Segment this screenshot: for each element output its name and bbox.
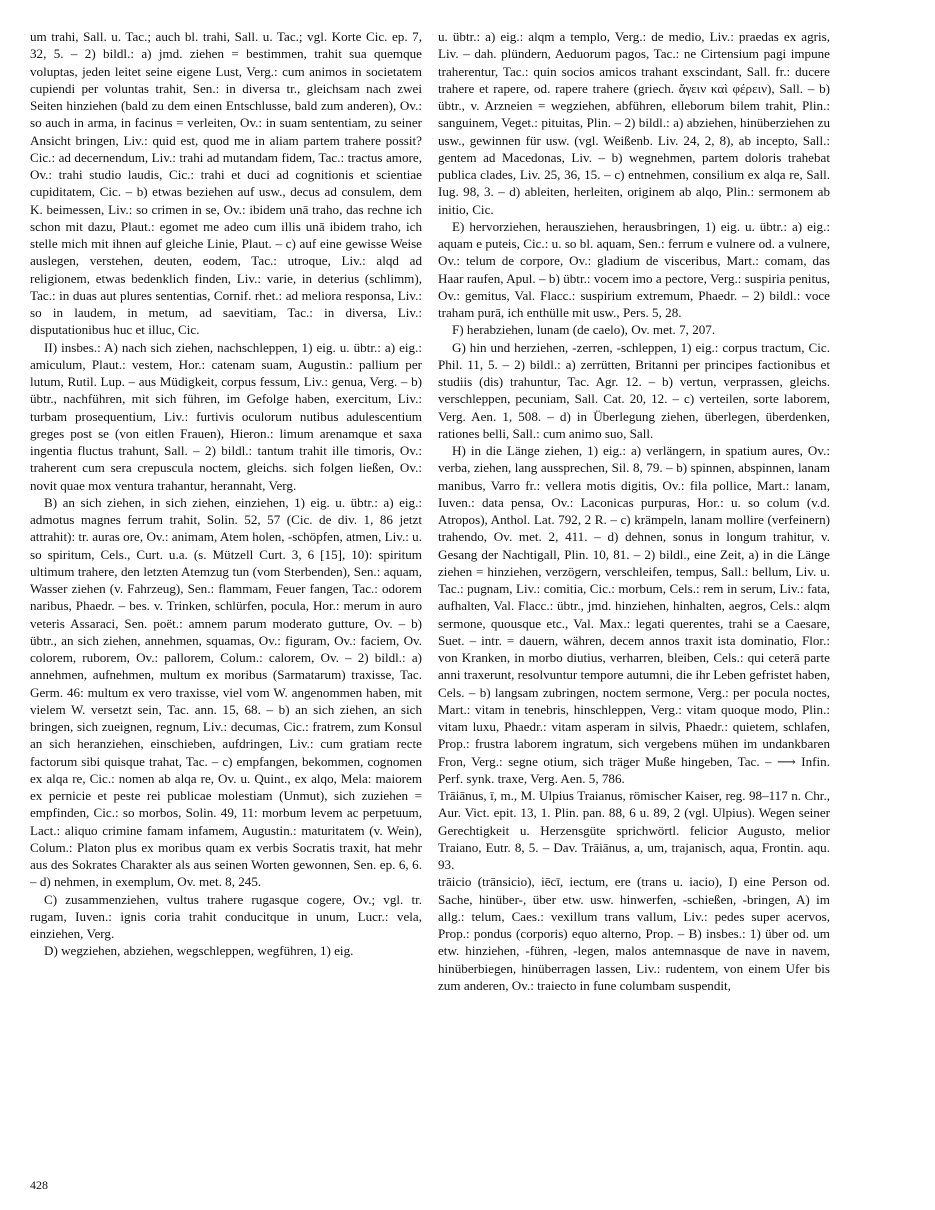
left-column-paragraph: C) zusammenziehen, vultus trahere rugasque cogere, Ov.; vgl. tr. rugam, Iuven.: ignis coria trahit conducitque in unum, Lucr.: vela, einziehen, Verg.	[30, 891, 422, 941]
right-column-paragraph: H) in die Länge ziehen, 1) eig.: a) verlängern, in spatium aures, Ov.: verba, ziehen, lang aussprechen, Sil. 8, 79. – b) spinnen, abspinnen, lanam manibus, Varro fr.: vellera motis digitis, Ov.: fila pollice, Mart.: lanam, Iuven.: data pensa, Ov.: Laconicas purpuras, Hor.: u. so colum (v.d. Atropos), Anthol. Lat. 792, 2 R. – c) krämpeln, lanam mollire (verfeinern) trahendo, Ov. met. 2, 411. – d) dehnen, sonus in longum trahitur, v. Gesang der Nachtigall, Plin. 10, 81. – 2) bildl., eine Zeit, a) in die Länge ziehen = hinziehen, verzögern, verschleifen, tempus, Sall.: bellum, Liv. u. Tac.: pugnam, Liv.: comitia, Cic.: morbum, Cels.: rem in serum, Liv.: fata, aufhalten, Val. Flacc.: übtr., jmd. hinziehen, hinhalten, aegros, Cels.: alqm sermone, quousque etc., Val. Max.: legati querentes, trahi se a Caesare, Suet. – intr. = dauern, währen, decem annos traxit ista dominatio, Flor.: von Kranken, in morbo diutius, verharren, bleiben, Cels.: qui ceterā parte anni traxerunt, resolvuntur tempore autumni, die ihr Leben gefristet haben, Cels. – b) langsam zubringen, noctem sermone, Verg.: per pocula noctes, Mart.: vitam in tenebris, hinschleppen, Verg.: vitam quoque modo, Plin.: vitam luxu, Phaedr.: vitam asperam in silvis, Phaedr.: quietem, schlafen, Prop.: frustra laborem ingratum, sich vergebens mühen im undankbaren Fron, Verg.: segne otium, sich träger Muße hingeben, Tac. – ⟶ Infin. Perf. synk. traxe, Verg. Aen. 5, 786.	[438, 443, 830, 786]
left-column-paragraph: D) wegziehen, abziehen, wegschleppen, wegführen, 1) eig.	[44, 943, 354, 959]
left-column	[30, 28, 422, 1158]
right-column-paragraph: F) herabziehen, lunam (de caelo), Ov. met. 7, 207.	[452, 322, 716, 338]
right-column-paragraph: Trāiānus, ī, m., M. Ulpius Traianus, römischer Kaiser, reg. 98–117 n. Chr., Aur. Vict. epit. 13, 1. Plin. pan. 88, 6 u. 89, 2 (vgl. Ulpius). Wegen seiner Gerechtigkeit u. Herzensgüte sprichwörtl. felicior Augusto, melior Traiano, Eutr. 8, 5. – Dav. Trāiānus, a, um, trajanisch, aqua, Frontin. aqu. 93.	[438, 788, 830, 872]
page-number: 428	[30, 1178, 48, 1192]
right-column-paragraph: E) hervorziehen, herausziehen, herausbringen, 1) eig. u. übtr.: a) eig.: aquam e puteis, Cic.: u. so bl. aquam, Sen.: ferrum e vulnere od. a vulnere, Ov.: telum de corpore, Ov.: gladium de visceribus, Mart.: comam, das Haar raufen, Apul. – b) übtr.: vocem imo a pectore, Verg.: suspiria penitus, Ov.: gemitus, Val. Flacc.: suspirium extremum, Phaedr. – 2) bildl.: voce traham purā, ich enthülle mit usw., Pers. 5, 28.	[438, 218, 830, 320]
left-column-paragraph: II) insbes.: A) nach sich ziehen, nachschleppen, 1) eig. u. übtr.: a) eig.: amiculum, Plaut.: vestem, Hor.: catenam suam, Augustin.: pallium per lutum, Rutil. Lup. – aus Müdigkeit, corpus fessum, Liv.: genua, Verg. – b) übtr., nachführen, mit sich führen, im Gefolge haben, exercitum, Liv.: turbam prosequentium, Liv.: furtivis oculorum nutibus adulescentium greges post se (von eitlen Frauen), Hieron.: limum arenamque et saxa ingentia fluctus trahunt, Sall. – 2) bildl.: tantum trahit ille timoris, Ov.: traherent cum sera crepuscula noctem, gleichs. sich folgen ließen, Ov.: novit quae mox ventura trahantur, herannaht, Verg.	[30, 339, 422, 493]
right-column	[438, 28, 830, 1158]
left-column-paragraph: um trahi, Sall. u. Tac.; auch bl. trahi, Sall. u. Tac.; vgl. Korte Cic. ep. 7, 32, 5. – 2) bildl.: a) jmd. ziehen = bestimmen, trahit sua quemque voluptas, jeden leitet seine eigene Lust, Verg.: cum animos in societatem cupiendi per voluntas trahit, Sen.: in diversa tr., gleichsam nach zwei Seiten hinziehen (bald zu dem einen Entschlusse, bald zum anderen), Ov.: so auch in arma, in facinus = verleiten, Ov.: in suam sententiam, zu seiner Ansicht bringen, Liv.: quid est, quod me in aliam partem trahere possit? Cic.: ad decernendum, Liv.: trahi ad mutandam fidem, Tac.: tractus amore, Ov.: trahi studio laudis, Cic.: trahi et duci ad cognitionis et scientiae cupiditatem, Cic. – b) etwas beziehen auf usw., decus ad consulem, dem K. beimessen, Liv.: so crimen in se, Ov.: ibidem unā traho, das rechne ich schon mit dazu, Plaut.: egomet me adeo cum illis unā ibidem traho, ich stelle mich mit ihnen auf gleiche Linie, Plaut. – c) auf eine gewisse Weise auslegen, verstehen, deuten, eodem, Tac.: utroque, Liv.: alqd ad religionem, etwas bedenklich finden, Liv.: varie, in deterius (schlimm), Tac.: in duas aut plures sententias, Cornif. rhet.: ad meliora responsa, Liv.: so in laudem, in metum, ad saevitiam, Tac.: in diversa, Liv.: disputationibus huc et illuc, Cic.	[30, 29, 422, 338]
right-column-paragraph: G) hin und herziehen, -zerren, -schleppen, 1) eig.: corpus tractum, Cic. Phil. 11, 5. – 2) bildl.: a) zerrütten, Britanni per principes factionibus et studiis (dis) trahuntur, Tac. Agr. 12. – b) vertun, verprassen, gleichs. verschleppen, pecuniam, Sall. Cat. 20, 12. – c) verteilen, sorte laborem, Verg. Aen. 1, 508. – d) in Überlegung ziehen, überlegen, überdenken, rationes belli, Sall.: cum animo suo, Sall.	[438, 339, 830, 441]
right-column-paragraph: trāicio (trānsicio), iēcī, iectum, ere (trans u. iacio), I) eine Person od. Sache, hinüber-, über etw. usw. hinwerfen, -schießen, -bringen, A) im allg.: telum, Caes.: vexillum trans vallum, Liv.: pedes super acervos, Prop.: pondus (corporis) equo alterno, Prop. – B) insbes.: 1) über od. um etw. hinziehen, -führen, -legen, malos antemnasque de nave in navem, hinüberbiegen, hinüberragen lassen, Liv.: rudentem, von einem Ufer bis zum anderen, Ov.: traiecto in fune columbam suspendit,	[438, 874, 830, 993]
right-column-paragraph: u. übtr.: a) eig.: alqm a templo, Verg.: de medio, Liv.: praedas ex agris, Liv. – dah. plündern, Aeduorum pagos, Tac.: ne Cirtensium pagi impune traherentur, Tac.: quin socios amicos trahant exscindant, Sall. fr.: ducere trahere et rapere, od. rapere trahere (griech. ἄγειν καὶ φέρειν), Sall. – b) übtr., v. Arzneien = wegziehen, abführen, elleborum bilem trahit, Plin.: sanguinem, Veget.: pituitas, Plin. – 2) bildl.: a) abziehen, hinüberziehen zu usw., gewinnen für usw. (vgl. Weißenb. Liv. 24, 2, 8), ab incepto, Sall.: gentem ad Macedonas, Liv. – b) wegnehmen, partem doloris trahebat publica clades, Liv. 25, 36, 15. – c) entnehmen, consilium ex alqa re, Sall. Iug. 98, 3. – d) ableiten, herleiten, originem ab alqo, Plin.: sermonem ab initio, Cic.	[438, 29, 830, 217]
left-column-paragraph: B) an sich ziehen, in sich ziehen, einziehen, 1) eig. u. übtr.: a) eig.: admotus magnes ferrum trahit, Solin. 52, 57 (Cic. de div. 1, 86 jetzt attrahit): tr. auras ore, Ov.: animam, Atem holen, -schöpfen, atmen, Liv.: u. so spiritum, Cels., Curt. u.a. (s. Mützell Curt. 3, 6 [15], 10): spiritum ultimum trahere, den letzten Atemzug tun (vom Sterbenden), Sen.: aquam, Wasser ziehen (v. Fahrzeug), Sen.: flammam, Feuer fangen, Tac.: odorem naribus, Phaedr. – bes. v. Trinken, schlürfen, pocula, Hor.: merum in auro veteris Assaraci, Sen. poët.: amnem parum moderato gutture, Ov. – b) übtr., an sich ziehen, annehmen, squamas, Ov.: figuram, Ov.: faciem, Ov. colorem, ruborem, Ov.: pallorem, Colum.: calorem, Ov. – 2) bildl.: a) annehmen, aufnehmen, multum ex moribus (Sarmatarum) traxisse, Tac. Germ. 46: multum ex vero traxisse, viel vom W. angenommen haben, mit vielem W. versetzt sein, Tac. ann. 15, 68. – b) an sich ziehen, an sich bringen, sich zueignen, regnum, Liv.: decumas, Cic.: fratrem, zum Konsul an sich heranziehen, einschieben, aufdringen, Liv.: cum gratiam recte factorum sibi quisque trahat, Tac. – c) empfangen, bekommen, cognomen ex alqa re, Cic.: nomen ab alqa re, Ov. u. Quint., ex alqo, Mela: maiorem ex pernicie et peste rei publicae molestiam (Unmut), sich zuziehen = empfinden, Cic.: so morbos, Solin. 49, 11: morbum levem ac perpetuum, Lact.: aliquo crimine famam infamem, Augustin.: maturitatem (v. Wein), Colum.: Platon plus ex moribus quam ex verbis Socratis traxit, hat mehr aus des Sokrates Charakter als aus seinen Worten gewonnen, Sen. ep. 6, 6. – d) nehmen, in exemplum, Ov. met. 8, 245.	[30, 494, 422, 890]
